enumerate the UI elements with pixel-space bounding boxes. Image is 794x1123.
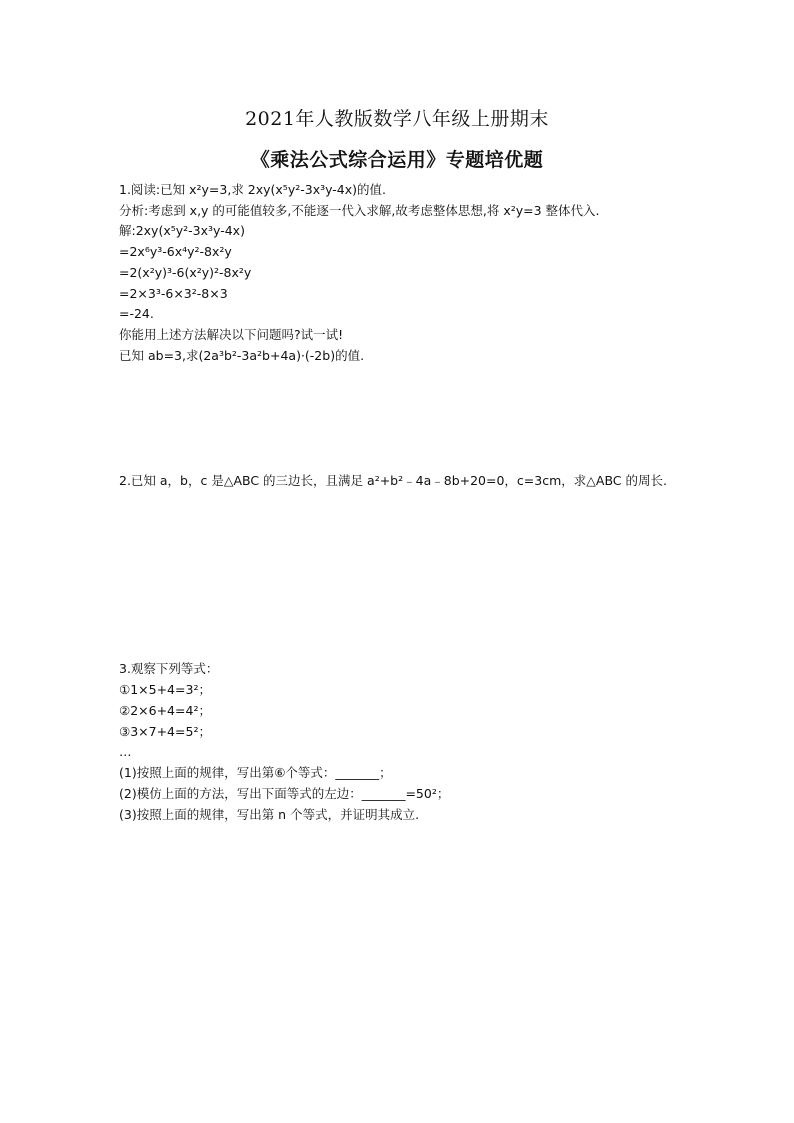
- question-1-solution-step: =2x⁶y³-6x⁴y²-8x²y: [119, 244, 232, 259]
- question-3-example: ②2×6+4=4²；: [119, 703, 211, 718]
- question-1-prompt: 1.阅读:已知 x²y=3,求 2xy(x⁵y²-3x³y-4x)的值.: [119, 182, 386, 197]
- question-3-part-1: (1)按照上面的规律，写出第⑥个等式：_______；: [119, 765, 392, 780]
- question-1-solution-step: =2(x²y)³-6(x²y)²-8x²y: [119, 265, 252, 280]
- question-1-solution-result: =-24.: [119, 306, 154, 321]
- question-1-challenge: 你能用上述方法解决以下问题吗?试一试!: [119, 327, 344, 342]
- question-1-task: 已知 ab=3,求(2a³b²-3a²b+4a)·(-2b)的值.: [119, 348, 365, 363]
- question-3-part-3: (3)按照上面的规律，写出第 n 个等式，并证明其成立.: [119, 807, 420, 822]
- question-1-solution-step: 解:2xy(x⁵y²-3x³y-4x): [119, 223, 245, 238]
- question-1-solution-step: =2×3³-6×3²-8×3: [119, 286, 228, 301]
- question-2-prompt: 2.已知 a，b，c 是△ABC 的三边长，且满足 a²+b²﹣4a﹣8b+20=0，c=3cm，求△ABC 的周长.: [119, 473, 667, 488]
- question-3-part-2: (2)模仿上面的方法，写出下面等式的左边：_______=50²；: [119, 786, 450, 801]
- document-subtitle: 《乘法公式综合运用》专题培优题: [250, 149, 544, 171]
- question-3-example: ③3×7+4=5²；: [119, 724, 211, 739]
- question-1-analysis: 分析:考虑到 x,y 的可能值较多,不能逐一代入求解,故考虑整体思想,将 x²y=3 整体代入.: [119, 203, 600, 218]
- question-3-example: ①1×5+4=3²；: [119, 682, 211, 697]
- document-title: 2021年人教版数学八年级上册期末: [245, 108, 549, 130]
- question-3-prompt: 3.观察下列等式：: [119, 661, 219, 676]
- question-3-ellipsis: …: [119, 744, 132, 759]
